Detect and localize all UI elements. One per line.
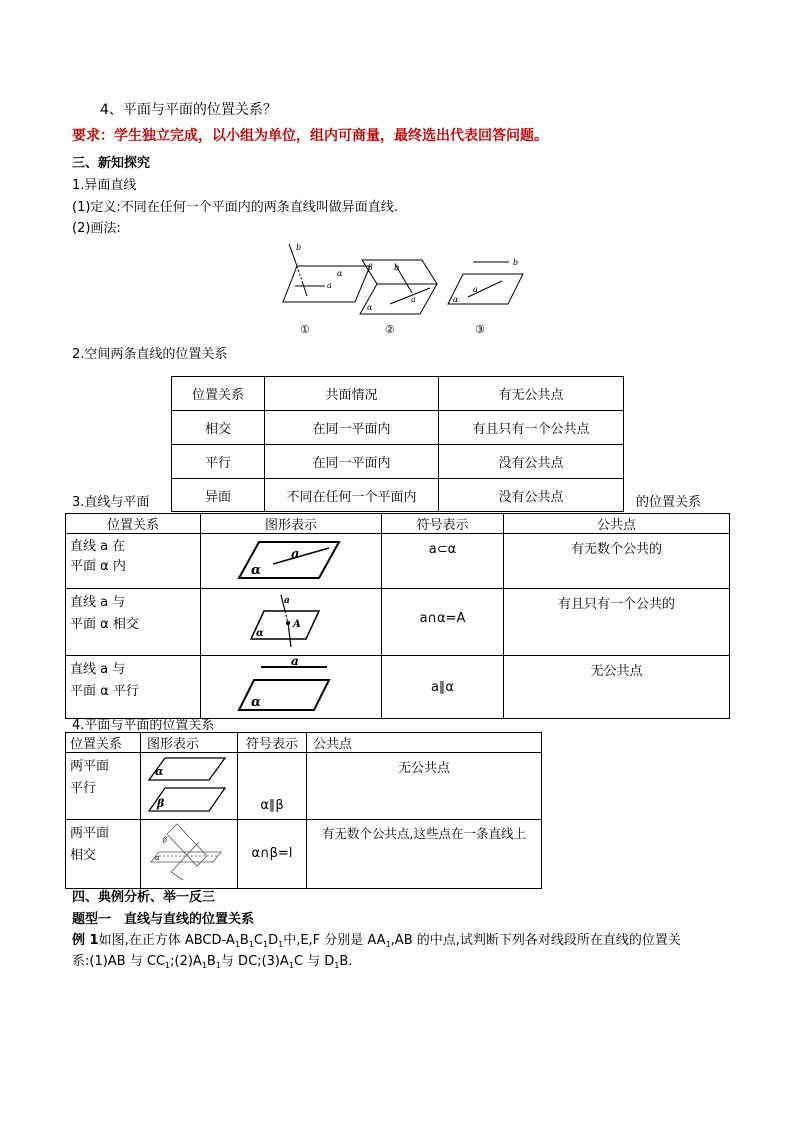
figure-cell <box>201 656 382 719</box>
header-cell: 公共点 <box>504 514 730 534</box>
text-part: 中,E,F 分别是 AA <box>283 933 386 948</box>
label-alpha: α <box>251 695 262 710</box>
symbol-cell: a∩α=A <box>382 589 504 656</box>
skew-lines-figures <box>255 236 540 336</box>
fig2-b-label: b <box>394 263 400 272</box>
subscript: 1 <box>334 961 340 970</box>
line-plane-title-right: 的位置关系 <box>636 495 702 510</box>
cell: 没有公共点 <box>439 479 624 512</box>
cell: 在同一平面内 <box>265 411 439 445</box>
relation-line-2: 平面 α 相交 <box>70 617 139 632</box>
cell: 不同在任何一个平面内 <box>265 479 439 512</box>
relation-line-2: 相交 <box>70 848 97 863</box>
text-part: 系:(1)AB 与 CC <box>72 954 166 969</box>
symbol-cell: a⊂α <box>382 534 504 589</box>
figure-cell <box>141 753 238 820</box>
relation-line-1: 直线 a 与 <box>70 662 126 677</box>
subscript: 1 <box>248 940 254 949</box>
table-row <box>172 377 624 411</box>
skew-definition: (1)定义:不同在任何一个平面内的两条直线叫做异面直线. <box>72 200 398 215</box>
example-1-line-2 <box>72 950 352 970</box>
header-cell: 位置关系 <box>66 733 141 753</box>
type-1-heading: 题型一 直线与直线的位置关系 <box>72 912 255 927</box>
fig2-alpha-label: α <box>367 303 373 312</box>
fig2-number: ② <box>385 323 395 336</box>
header-cell: 位置关系 <box>172 377 265 411</box>
relation-cell <box>66 753 141 820</box>
label-A: A <box>293 619 301 630</box>
cell: 相交 <box>172 411 265 445</box>
figure-cell <box>141 820 238 889</box>
table-row <box>172 411 624 445</box>
table-row <box>66 753 542 820</box>
relation-line-2: 平面 α 内 <box>70 559 126 574</box>
label-alpha: α <box>155 854 160 862</box>
question-4: 4、平面与平面的位置关系？ <box>100 102 277 118</box>
symbol-cell: α∩β=l <box>238 820 307 889</box>
intersecting-planes-figure <box>141 820 235 884</box>
table-row <box>66 820 542 889</box>
text-part: 如图,在正方体 ABCD-A <box>98 933 235 948</box>
plane-plane-title: 4.平面与平面的位置关系 <box>72 718 215 733</box>
cell: 在同一平面内 <box>265 445 439 479</box>
common-cell: 有且只有一个公共的 <box>504 589 730 656</box>
header-cell: 位置关系 <box>66 514 201 534</box>
header-cell: 符号表示 <box>382 514 504 534</box>
relation-line-2: 平行 <box>70 781 97 796</box>
label-beta: β <box>157 797 165 810</box>
cell: 异面 <box>172 479 265 512</box>
lines-relation-table <box>171 376 624 512</box>
table-row <box>66 656 730 719</box>
requirement-text: 要求：学生独立完成，以小组为单位，组内可商量，最终选出代表回答问题。 <box>72 128 548 144</box>
label-a: a <box>291 656 299 668</box>
label-beta: β <box>163 836 168 844</box>
subscript: 1 <box>288 961 294 970</box>
line-in-plane-figure <box>201 534 381 584</box>
example-label: 例 1 <box>72 933 99 948</box>
subscript: 1 <box>165 961 171 970</box>
subscript: 1 <box>385 940 391 949</box>
subscript: 1 <box>234 940 240 949</box>
subscript: 1 <box>201 961 207 970</box>
relation-cell <box>66 534 201 589</box>
label-a: a <box>291 547 300 562</box>
subscript: 1 <box>278 940 284 949</box>
relation-cell <box>66 589 201 656</box>
cell: 平行 <box>172 445 265 479</box>
header-cell: 图形表示 <box>201 514 382 534</box>
skew-title: 1.异面直线 <box>72 178 137 193</box>
text-part: 与 DC;(3)A <box>220 954 289 969</box>
label-alpha: α <box>251 563 262 578</box>
relation-line-1: 直线 a 在 <box>70 539 126 554</box>
header-cell: 共面情况 <box>265 377 439 411</box>
fig1-number: ① <box>300 323 310 336</box>
common-cell: 无公共点 <box>504 656 730 719</box>
table-row <box>66 589 730 656</box>
label-alpha: α <box>256 628 264 639</box>
fig1-alpha-label: α <box>337 269 343 278</box>
line-plane-table <box>65 513 730 719</box>
header-cell: 图形表示 <box>141 733 238 753</box>
relation-cell <box>66 820 141 889</box>
table-row <box>172 445 624 479</box>
cell: 有且只有一个公共点 <box>439 411 624 445</box>
table-row <box>66 534 730 589</box>
header-cell: 符号表示 <box>238 733 307 753</box>
line-parallel-plane-figure <box>201 656 381 714</box>
text-part: B <box>206 954 216 969</box>
relation-line-1: 直线 a 与 <box>70 595 126 610</box>
header-cell: 公共点 <box>307 733 542 753</box>
symbol-cell: a∥α <box>382 656 504 719</box>
section-3-heading: 三、新知探究 <box>72 156 151 171</box>
cell: 没有公共点 <box>439 445 624 479</box>
fig1-a-label: a <box>327 281 332 290</box>
relation-line-1: 两平面 <box>70 759 110 774</box>
subscript: 1 <box>215 961 221 970</box>
table-row <box>66 733 542 753</box>
label-a: a <box>284 596 290 606</box>
common-cell: 无公共点 <box>307 753 542 820</box>
common-cell: 有无数个公共的 <box>504 534 730 589</box>
relation-line-1: 两平面 <box>70 826 110 841</box>
section-4-heading: 四、典例分析、举一反三 <box>72 890 216 905</box>
text-part: ,AB 的中点,试判断下列各对线段所在直线的位置关 <box>390 933 681 948</box>
text-part: B <box>239 933 249 948</box>
fig3-alpha-label: α <box>453 295 459 304</box>
subscript: 1 <box>263 940 269 949</box>
example-1-line-1 <box>72 929 681 949</box>
text-part: ;(2)A <box>170 954 202 969</box>
plane-plane-table <box>65 732 542 889</box>
fig2-a-label: a <box>411 295 416 304</box>
parallel-planes-figure <box>141 753 235 815</box>
lines-relation-title: 2.空间两条直线的位置关系 <box>72 347 228 362</box>
relation-cell <box>66 656 201 719</box>
text-part: D <box>268 933 279 948</box>
common-cell: 有无数个公共点,这些点在一条直线上 <box>307 820 542 889</box>
fig3-a-label: a <box>473 285 478 294</box>
fig2-beta-label: β <box>368 263 373 272</box>
fig3-b-label: b <box>513 258 519 267</box>
line-plane-title-left: 3.直线与平面 <box>72 495 150 510</box>
fig3-number: ③ <box>475 323 485 336</box>
fig1-b-label: b <box>296 243 302 252</box>
text-part: B. <box>339 954 353 969</box>
table-row <box>66 514 730 534</box>
table-row <box>172 479 624 512</box>
line-intersect-plane-figure <box>201 589 381 651</box>
text-part: C 与 D <box>293 954 335 969</box>
symbol-cell: α∥β <box>238 753 307 820</box>
label-alpha: α <box>155 765 164 778</box>
text-part: C <box>253 933 263 948</box>
header-cell: 有无公共点 <box>439 377 624 411</box>
relation-line-2: 平面 α 平行 <box>70 684 139 699</box>
skew-drawing-label: (2)画法: <box>72 221 121 236</box>
figure-cell <box>201 589 382 656</box>
figure-cell <box>201 534 382 589</box>
